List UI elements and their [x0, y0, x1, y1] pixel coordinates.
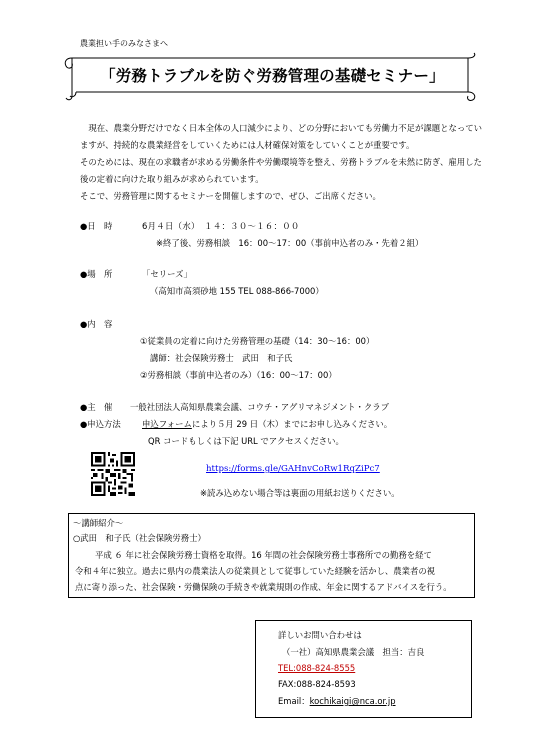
organizer-value: 一般社団法人高知県農業会議、コウチ・アグリマネジメント・クラブ [130, 402, 389, 412]
content-item-2: ②労務相談（事前申込者のみ）（16：00～17：00） [140, 370, 337, 380]
schedule-note: ※終了後、労務相談 16：00～17：00（事前申込者のみ・先着２組） [156, 238, 424, 248]
application-url[interactable]: https://forms.gle/GAHnvCoRw1RqZiPc7 [206, 464, 380, 474]
venue-name: 「セリーズ」 [142, 269, 192, 279]
content-item-1: ①従業員の定着に向けた労務管理の基礎（14：30～16：00） [140, 336, 375, 346]
intro-paragraph-3: そこで、労務管理に関するセミナーを開催しますので、ぜひ、ご出席ください。 [80, 191, 381, 201]
instructor-box [68, 513, 475, 598]
application-deadline: により５月 29 日（木）までにお申し込みください。 [191, 419, 393, 429]
page-title: 「労務トラブルを防ぐ労務管理の基礎セミナー」 [100, 67, 445, 85]
qr-code-image[interactable] [91, 452, 135, 496]
organizer-label: ●主 催 [80, 402, 113, 412]
content-lecturer: 講師：社会保険労務士 武田 和子氏 [150, 353, 293, 363]
contact-email-label: Email： [278, 696, 310, 706]
application-form-link[interactable]: 申込フォーム [142, 419, 192, 429]
intro-section [80, 120, 490, 205]
instructor-name: ○武田 和子氏（社会保険労務士） [73, 533, 206, 543]
contact-heading: 詳しいお問い合わせは [278, 630, 362, 640]
contact-email-link[interactable]: kochikaigi@nca.or.jp [309, 696, 396, 706]
contact-email-line [278, 695, 396, 707]
instructor-bio-line-1: 平成 ６ 年に社会保険労務士資格を取得。16 年間の社会保険労務士事務所での勤務を経て [95, 550, 432, 560]
instructor-bio-line-3: 点に寄り添った、社会保険・労働保険の手続きや就業規則の作成、年金に関するアドバイスを行う。 [75, 582, 452, 592]
intro-paragraph-1: 現在、農業分野だけでなく日本全体の人口減少により、どの分野においても労働力不足が課題となっていますが、持続的な農業経営をしていくためには人材確保対策をしていくことが重要です。 [80, 123, 483, 150]
application-line [142, 418, 392, 430]
schedule-label: ●日 時 [80, 221, 113, 231]
application-label: ●申込方法 [80, 419, 121, 429]
contact-box [255, 620, 472, 718]
venue-address: （高知市高須砂地 155 TEL 088-866-7000） [150, 286, 324, 296]
venue-label: ●場 所 [80, 269, 113, 279]
contact-tel[interactable]: TEL:088-824-8555 [278, 663, 356, 673]
contact-org: （一社）高知県農業会議 担当：吉良 [282, 647, 425, 657]
content-label: ●内 容 [80, 319, 113, 329]
instructor-heading: ～講師紹介～ [73, 518, 124, 528]
schedule-date: 6月４日（水） １４：３０～１６：００ [142, 221, 300, 231]
instructor-bio-line-2: 令和４年に独立。過去に県内の農業法人の従業員として従事していた経験を活かし、農業者の視 [75, 566, 436, 576]
intro-paragraph-2: そのためには、現在の求職者が求める労働条件や労働環境等を整え、労務トラブルを未然に防ぎ、雇用した後の定着に向けた取り組みが求められています。 [80, 157, 482, 184]
application-fallback-note: ※読み込めない場合等は裏面の用紙お送りください。 [200, 488, 400, 498]
contact-fax: FAX:088-824-8593 [278, 679, 356, 689]
qr-instruction: QR コードもしくは下記 URL でアクセスください。 [148, 436, 344, 446]
audience-label: 農業担い手のみなさまへ [80, 39, 168, 48]
